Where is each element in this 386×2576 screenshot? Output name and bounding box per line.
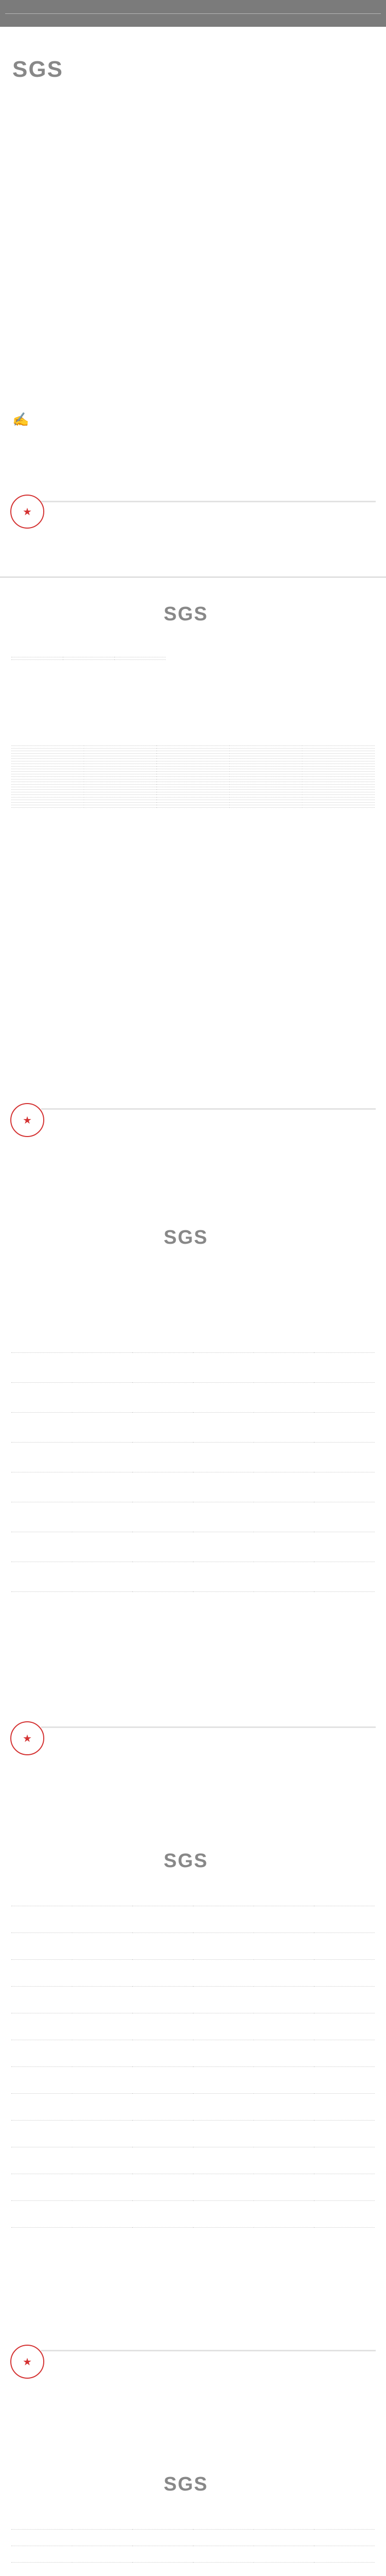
table-row: [11, 2174, 375, 2201]
table-cell: [193, 1353, 254, 1383]
sgs-logo: SGS: [164, 603, 208, 625]
table-cell: [11, 2121, 72, 2147]
table-cell: [132, 2530, 193, 2546]
table-cell: [254, 1472, 314, 1502]
footer-disclaimer: [41, 1108, 376, 1111]
table-cell: [11, 2013, 72, 2040]
table-cell: [254, 2147, 314, 2174]
table-cell: [72, 2040, 133, 2067]
table-cell: [314, 2546, 375, 2563]
table-cell: [132, 2147, 193, 2174]
table-row: [11, 1532, 375, 1562]
table-cell: [193, 2530, 254, 2546]
table-cell: [254, 1532, 314, 1562]
table-cell: [11, 2546, 72, 2563]
sample-table: [11, 655, 166, 660]
table-cell: [314, 1933, 375, 1960]
table-cell: [193, 2563, 254, 2576]
table-cell: [132, 2121, 193, 2147]
table-row: [11, 2546, 375, 2563]
table-cell: [314, 1562, 375, 1592]
table-cell: [11, 657, 63, 660]
table-cell: [314, 2530, 375, 2546]
table-cell: [254, 1906, 314, 1933]
table-cell: [193, 2094, 254, 2121]
table-cell: [132, 1933, 193, 1960]
table-cell: [193, 1987, 254, 2013]
table-cell: [254, 1383, 314, 1413]
table-cell: [314, 1353, 375, 1383]
table-cell: [72, 1472, 133, 1502]
table-cell: [11, 1562, 72, 1592]
table-cell: [11, 1472, 72, 1502]
table-row: [11, 1383, 375, 1413]
table-cell: [11, 2174, 72, 2201]
table-cell: [314, 2013, 375, 2040]
table-cell: [11, 2201, 72, 2228]
table-cell: [63, 657, 114, 660]
table-cell: [132, 1353, 193, 1383]
table-cell: [11, 2147, 72, 2174]
table-cell: [193, 1413, 254, 1443]
report-body: [0, 577, 386, 2576]
table-cell: [72, 2067, 133, 2094]
table-cell: [72, 2563, 133, 2576]
sgs-logo: SGS: [164, 2473, 208, 2495]
table-cell: [254, 2546, 314, 2563]
table-cell: [72, 1383, 133, 1413]
table-cell: [193, 2546, 254, 2563]
table-cell: [254, 2040, 314, 2067]
table-cell: [254, 1960, 314, 1987]
table-row: [11, 1472, 375, 1502]
signature-image: ✍: [12, 412, 30, 428]
table-row: [11, 1502, 375, 1532]
table-cell: [72, 1987, 133, 2013]
table-cell: [11, 1933, 72, 1960]
sgs-logo: SGS: [12, 57, 63, 82]
table-cell: [11, 1353, 72, 1383]
table-cell: [254, 1353, 314, 1383]
results-table: [11, 1350, 375, 1592]
table-cell: [254, 2201, 314, 2228]
table-row: [11, 1353, 375, 1383]
table-cell: [72, 1532, 133, 1562]
table-cell: [254, 1413, 314, 1443]
table-cell: [11, 2094, 72, 2121]
table-row: [11, 2563, 375, 2576]
table-cell: [11, 1502, 72, 1532]
table-cell: [193, 1383, 254, 1413]
table-cell: [254, 1562, 314, 1592]
red-seal-icon: ★: [10, 2345, 44, 2379]
table-cell: [132, 2013, 193, 2040]
table-row: [11, 2201, 375, 2228]
table-cell: [314, 2040, 375, 2067]
table-cell: [314, 1532, 375, 1562]
table-cell: [193, 2013, 254, 2040]
table-cell: [230, 805, 302, 808]
table-row: [11, 2121, 375, 2147]
table-cell: [193, 1472, 254, 1502]
footer-disclaimer: [41, 1726, 376, 1730]
table-cell: [254, 2094, 314, 2121]
table-cell: [72, 2121, 133, 2147]
table-row: [11, 1562, 375, 1592]
table-row: [11, 2067, 375, 2094]
table-cell: [132, 2067, 193, 2094]
results-table: [11, 743, 375, 808]
table-cell: [11, 2530, 72, 2546]
table-cell: [254, 1933, 314, 1960]
red-seal-icon: ★: [10, 1721, 44, 1755]
table-cell: [132, 1562, 193, 1592]
table-cell: [72, 2530, 133, 2546]
table-row: [11, 1906, 375, 1933]
table-cell: [72, 2546, 133, 2563]
red-seal-icon: ★: [10, 495, 44, 529]
table-cell: [193, 2147, 254, 2174]
table-cell: [132, 2563, 193, 2576]
table-cell: [314, 1906, 375, 1933]
table-cell: [314, 1960, 375, 1987]
table-cell: [314, 1502, 375, 1532]
table-cell: [11, 1413, 72, 1443]
table-cell: [193, 2201, 254, 2228]
table-cell: [132, 2094, 193, 2121]
table-row: [11, 1987, 375, 2013]
table-cell: [254, 2174, 314, 2201]
table-cell: [193, 1960, 254, 1987]
table-row: [11, 2530, 375, 2546]
table-cell: [254, 1443, 314, 1472]
table-cell: [254, 2013, 314, 2040]
table-row: [11, 2013, 375, 2040]
table-cell: [72, 1443, 133, 1472]
table-cell: [132, 1502, 193, 1532]
footer-disclaimer: [41, 501, 376, 504]
table-cell: [132, 2546, 193, 2563]
table-cell: [193, 1502, 254, 1532]
table-cell: [132, 2174, 193, 2201]
table-cell: [193, 2040, 254, 2067]
sgs-logo: SGS: [164, 1227, 208, 1248]
table-cell: [314, 1413, 375, 1443]
table-cell: [132, 1472, 193, 1502]
table-cell: [314, 1383, 375, 1413]
table-cell: [156, 805, 229, 808]
table-cell: [11, 1987, 72, 2013]
table-row: [11, 1933, 375, 1960]
table-cell: [11, 1443, 72, 1472]
table-cell: [72, 1413, 133, 1443]
table-cell: [193, 2121, 254, 2147]
table-cell: [302, 805, 375, 808]
table-row: [11, 1413, 375, 1443]
table-cell: [11, 2040, 72, 2067]
table-cell: [132, 2040, 193, 2067]
table-cell: [84, 805, 156, 808]
table-cell: [11, 1906, 72, 1933]
table-cell: [314, 2067, 375, 2094]
table-cell: [72, 2147, 133, 2174]
table-cell: [11, 2563, 72, 2576]
cover-page: [0, 0, 386, 577]
table-cell: [193, 2067, 254, 2094]
table-cell: [132, 1532, 193, 1562]
table-cell: [132, 1906, 193, 1933]
table-cell: [314, 1987, 375, 2013]
table-cell: [193, 1906, 254, 1933]
table-cell: [314, 1443, 375, 1472]
table-cell: [193, 1562, 254, 1592]
table-cell: [11, 805, 84, 808]
table-row: [11, 2094, 375, 2121]
table-cell: [314, 2094, 375, 2121]
table-cell: [72, 2201, 133, 2228]
table-cell: [132, 2201, 193, 2228]
table-cell: [193, 1933, 254, 1960]
table-cell: [11, 1383, 72, 1413]
table-cell: [254, 2530, 314, 2546]
table-cell: [314, 2563, 375, 2576]
table-cell: [314, 2147, 375, 2174]
table-cell: [254, 1987, 314, 2013]
table-row: [11, 2147, 375, 2174]
table-row: [11, 1443, 375, 1472]
table-cell: [132, 1443, 193, 1472]
table-row: [11, 805, 375, 808]
table-cell: [254, 2563, 314, 2576]
table-cell: [193, 1532, 254, 1562]
table-cell: [254, 2067, 314, 2094]
red-seal-icon: ★: [10, 1103, 44, 1137]
table-cell: [72, 1906, 133, 1933]
table-cell: [11, 1960, 72, 1987]
table-cell: [11, 2067, 72, 2094]
results-table: [11, 2527, 375, 2576]
table-cell: [72, 1353, 133, 1383]
table-cell: [72, 1502, 133, 1532]
table-cell: [314, 2201, 375, 2228]
table-row: [11, 657, 166, 660]
table-cell: [254, 1502, 314, 1532]
table-cell: [314, 2174, 375, 2201]
results-table: [11, 1904, 375, 2228]
table-cell: [254, 2121, 314, 2147]
table-cell: [132, 1960, 193, 1987]
table-cell: [132, 1413, 193, 1443]
table-row: [11, 2040, 375, 2067]
banner-rule: [5, 13, 381, 14]
table-cell: [132, 1987, 193, 2013]
table-cell: [72, 1933, 133, 1960]
table-cell: [193, 1443, 254, 1472]
table-cell: [11, 1532, 72, 1562]
table-cell: [132, 1383, 193, 1413]
table-cell: [72, 2174, 133, 2201]
sgs-logo: SGS: [164, 1850, 208, 1872]
table-cell: [193, 2174, 254, 2201]
table-cell: [314, 1472, 375, 1502]
table-cell: [72, 2094, 133, 2121]
table-cell: [72, 2013, 133, 2040]
report-banner: [0, 0, 386, 27]
footer-disclaimer: [41, 2350, 376, 2353]
table-cell: [314, 2121, 375, 2147]
table-cell: [72, 1562, 133, 1592]
table-row: [11, 1960, 375, 1987]
table-cell: [114, 657, 166, 660]
table-cell: [72, 1960, 133, 1987]
